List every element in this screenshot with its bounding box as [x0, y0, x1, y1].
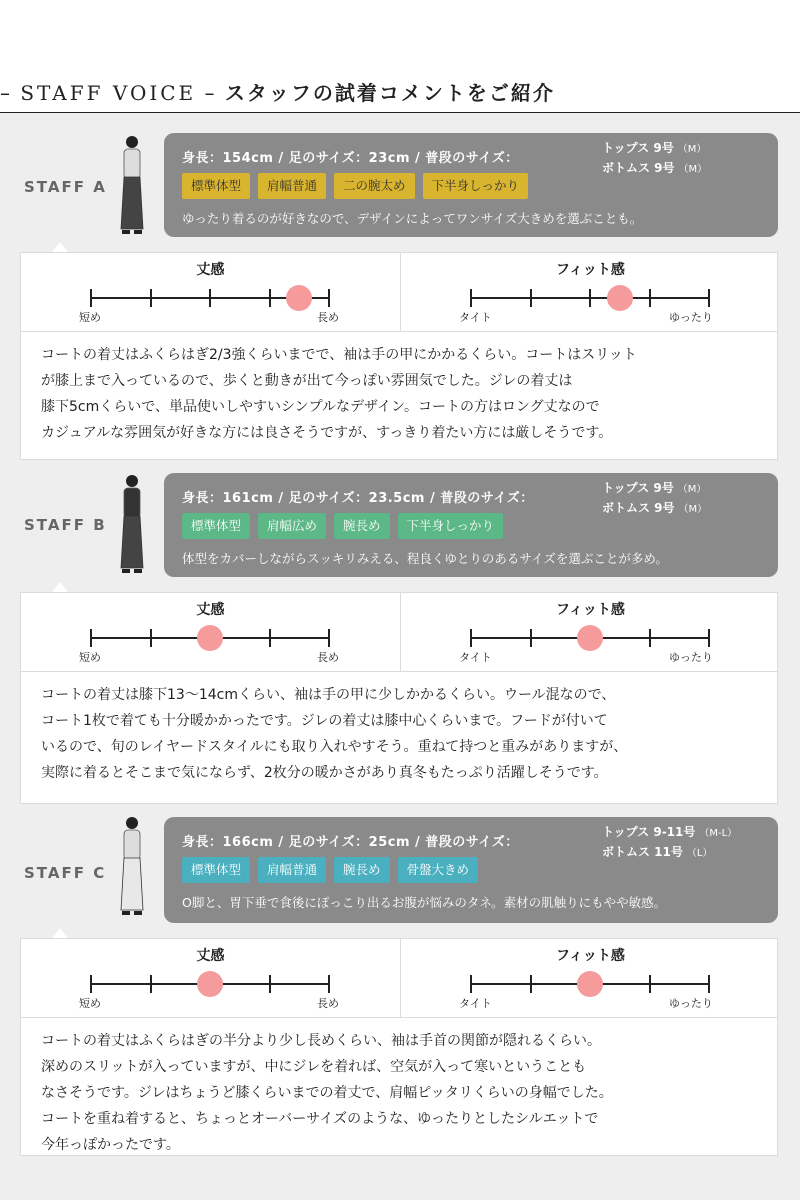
meter-scale	[401, 979, 780, 999]
body-type-tag: 腕長め	[334, 513, 390, 539]
body-type-tag: 標準体型	[182, 173, 250, 199]
meter-title: フィット感	[556, 948, 625, 964]
meter-right-label: 長め	[317, 997, 339, 1010]
meter-tick	[530, 629, 532, 647]
meter-title: 丈感	[196, 602, 225, 618]
tops-size-row	[602, 823, 737, 843]
meter	[401, 593, 780, 673]
comment-line: 膝下5cmくらいで、単品使いしやすいシンプルなデザイン。コートの方はロング丈なので	[41, 399, 600, 415]
body-type-tag: 二の腕太め	[334, 173, 415, 199]
body-type-tag: 標準体型	[182, 513, 250, 539]
info-box	[164, 473, 778, 577]
meter-tick	[708, 975, 710, 993]
comment-line: 深めのスリットが入っていますが、中にジレを着れば、空気が入って寒いということも	[41, 1059, 587, 1075]
fit-meters	[20, 252, 778, 332]
tag-list	[182, 173, 528, 199]
dash-right: –	[204, 81, 217, 105]
meter-tick	[649, 975, 651, 993]
meter-scale	[401, 633, 780, 653]
tops-size: トップス 9-11号	[602, 825, 696, 839]
meter-tick	[708, 629, 710, 647]
bottoms-size-row	[602, 159, 707, 179]
tag-list	[182, 857, 478, 883]
meter-tick	[150, 629, 152, 647]
body-type-tag: 肩幅広め	[258, 513, 326, 539]
speech-pointer	[52, 928, 68, 938]
staff-figure	[112, 814, 152, 928]
comment-line: カジュアルな雰囲気が好きな方には良さそうですが、すっきり着たい方には厳しそうです。	[41, 425, 613, 441]
meter-left-label: タイト	[459, 311, 492, 324]
comment-box	[20, 332, 778, 460]
info-box	[164, 817, 778, 923]
meter-tick	[530, 289, 532, 307]
comment-line: いるので、旬のレイヤードスタイルにも取り入れやすそう。重ねて持つと重みがありますが、	[41, 739, 628, 755]
staff-figure	[112, 133, 152, 247]
staff-label: STAFF C	[24, 864, 107, 882]
staff-note: ゆったり着るのが好きなので、デザインによってワンサイズ大きめを選ぶことも。	[182, 211, 643, 226]
meter-tick	[470, 289, 472, 307]
body-type-tag: 腕長め	[334, 857, 390, 883]
bottoms-size-letter: （M）	[678, 164, 708, 175]
usual-sizes	[602, 139, 707, 179]
section-header	[0, 72, 800, 112]
staff-figure-icon	[112, 814, 152, 924]
meter-left-label: タイト	[459, 997, 492, 1010]
body-type-tag: 下半身しっかり	[398, 513, 504, 539]
comment-box	[20, 672, 778, 804]
meter-left-label: 短め	[79, 311, 101, 324]
tag-list	[182, 513, 503, 539]
body-type-tag: 下半身しっかり	[423, 173, 529, 199]
bottoms-size-row	[602, 843, 737, 863]
meter-right-label: ゆったり	[669, 997, 713, 1010]
meter-scale	[21, 293, 400, 313]
meter-tick	[269, 975, 271, 993]
body-stats: 身長：154cm / 足のサイズ：23cm / 普段のサイズ：	[182, 151, 519, 166]
usual-sizes	[602, 823, 737, 863]
meter-tick	[269, 289, 271, 307]
meter-tick	[589, 289, 591, 307]
fit-meters	[20, 592, 778, 672]
speech-pointer	[52, 242, 68, 252]
meter-tick	[530, 975, 532, 993]
meter-tick	[150, 289, 152, 307]
meter-left-label: 短め	[79, 651, 101, 664]
meter-tick	[90, 289, 92, 307]
meter-marker	[577, 625, 603, 651]
tops-size: トップス 9号	[602, 141, 674, 155]
tops-size-letter: （M）	[677, 484, 707, 495]
meter-tick	[90, 629, 92, 647]
bottoms-size: ボトムス 11号	[602, 845, 683, 859]
body-type-tag: 骨盤大きめ	[398, 857, 479, 883]
comment-line: コート1枚で着ても十分暖かかったです。ジレの着丈は膝中心くらいまで。フードが付いて	[41, 713, 608, 729]
comment-box	[20, 1018, 778, 1156]
comment-line: 今年っぽかったです。	[41, 1137, 180, 1153]
staff-figure-icon	[112, 472, 152, 582]
body-stats: 身長：161cm / 足のサイズ：23.5cm / 普段のサイズ：	[182, 491, 534, 506]
speech-pointer	[52, 582, 68, 592]
meter-left-label: タイト	[459, 651, 492, 664]
meter-tick	[470, 975, 472, 993]
meter	[401, 253, 780, 333]
comment-line: コートの着丈は膝下13〜14cmくらい、袖は手の甲に少しかかるくらい。ウール混なので、	[41, 687, 616, 703]
meter-scale	[21, 979, 400, 999]
meter-marker	[607, 285, 633, 311]
tops-size-letter: （M-L）	[699, 828, 738, 839]
dash-left: –	[0, 81, 12, 105]
bottoms-size: ボトムス 9号	[602, 161, 675, 175]
meter-scale	[21, 633, 400, 653]
meter-marker	[197, 625, 223, 651]
meter-tick	[150, 975, 152, 993]
body-type-tag: 標準体型	[182, 857, 250, 883]
bottoms-size-letter: （L）	[686, 848, 713, 859]
meter-right-label: ゆったり	[669, 651, 713, 664]
bottoms-size-letter: （M）	[678, 504, 708, 515]
meter-tick	[649, 629, 651, 647]
tops-size-letter: （M）	[677, 144, 707, 155]
meter-tick	[649, 289, 651, 307]
staff-label: STAFF B	[24, 516, 107, 534]
meter-tick	[269, 629, 271, 647]
meter-marker	[197, 971, 223, 997]
meter-right-label: 長め	[317, 311, 339, 324]
meter	[21, 939, 400, 1019]
comment-line: コートの着丈はふくらはぎの半分より少し長めくらい、袖は手首の関節が隠れるくらい。	[41, 1033, 601, 1049]
info-box	[164, 133, 778, 237]
body-stats: 身長：166cm / 足のサイズ：25cm / 普段のサイズ：	[182, 835, 519, 850]
comment-line: コートを重ね着すると、ちょっとオーバーサイズのような、ゆったりとしたシルエットで	[41, 1111, 599, 1127]
meter-marker	[286, 285, 312, 311]
meter-title: フィット感	[556, 262, 625, 278]
comment-line: コートの着丈はふくらはぎ2/3強くらいまでで、袖は手の甲にかかるくらい。コートはスリット	[41, 347, 637, 363]
tops-size: トップス 9号	[602, 481, 674, 495]
meter-tick	[328, 289, 330, 307]
bottoms-size: ボトムス 9号	[602, 501, 675, 515]
meter-tick	[328, 975, 330, 993]
meter-right-label: ゆったり	[669, 311, 713, 324]
staff-label: STAFF A	[24, 178, 107, 196]
comment-line: が膝上まで入っているので、歩くと動きが出て今っぽい雰囲気でした。ジレの着丈は	[41, 373, 573, 389]
meter-marker	[577, 971, 603, 997]
meter	[401, 939, 780, 1019]
comment-line: 実際に着るとそこまで気にならず、2枚分の暖かさがあり真冬もたっぷり活躍しそうです。	[41, 765, 608, 781]
meter	[21, 253, 400, 333]
meter-title: フィット感	[556, 602, 625, 618]
section-title	[0, 77, 555, 106]
fit-meters	[20, 938, 778, 1018]
body-type-tag: 肩幅普通	[258, 857, 326, 883]
title-jp: スタッフの試着コメントをご紹介	[224, 81, 555, 105]
meter-tick	[470, 629, 472, 647]
comment-line: なさそうです。ジレはちょうど膝くらいまでの着丈で、肩幅ピッタリくらいの身幅でした。	[41, 1085, 613, 1101]
meter-title: 丈感	[196, 262, 225, 278]
meter	[21, 593, 400, 673]
body-type-tag: 肩幅普通	[258, 173, 326, 199]
meter-tick	[708, 289, 710, 307]
meter-title: 丈感	[196, 948, 225, 964]
staff-note: 体型をカバーしながらスッキリみえる、程良くゆとりのあるサイズを選ぶことが多め。	[182, 551, 668, 566]
meter-tick	[328, 629, 330, 647]
tops-size-row	[602, 479, 707, 499]
staff-figure	[112, 472, 152, 586]
staff-note: O脚と、胃下垂で食後にぽっこり出るお腹が悩みのタネ。素材の肌触りにもやや敏感。	[182, 895, 667, 910]
meter-right-label: 長め	[317, 651, 339, 664]
meter-scale	[401, 293, 780, 313]
meter-tick	[209, 289, 211, 307]
title-en: STAFF VOICE	[20, 81, 197, 105]
usual-sizes	[602, 479, 707, 519]
meter-left-label: 短め	[79, 997, 101, 1010]
bottoms-size-row	[602, 499, 707, 519]
staff-figure-icon	[112, 133, 152, 243]
tops-size-row	[602, 139, 707, 159]
meter-tick	[90, 975, 92, 993]
